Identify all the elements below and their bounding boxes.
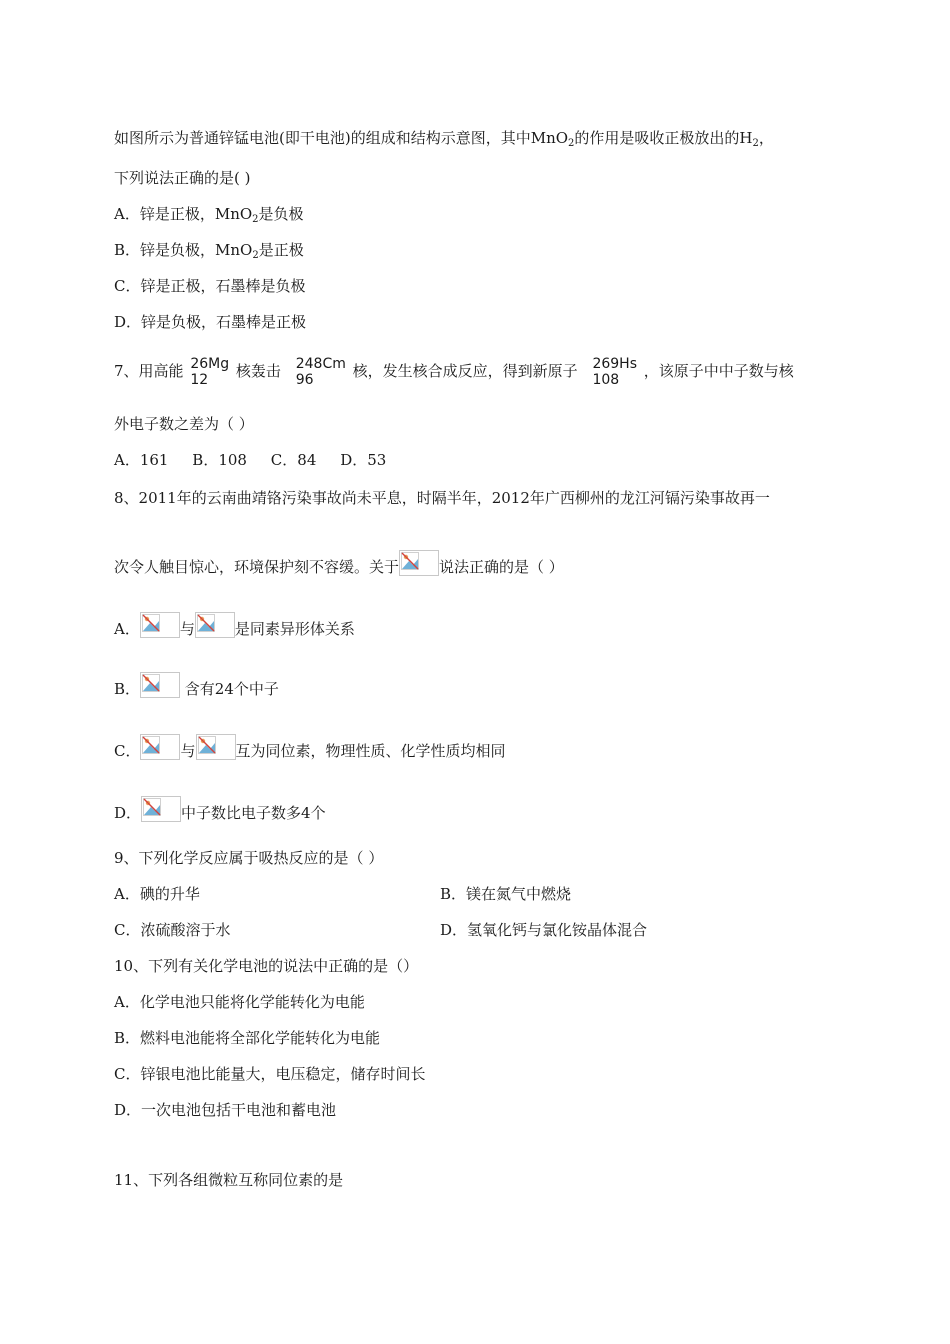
option-label: B． — [114, 680, 141, 698]
subscript: 2 — [568, 138, 575, 149]
q8-stem-line1: 8、2011年的云南曲靖铬污染事故尚未平息，时隔半年，2012年广西柳州的龙江河镉污染事故再一 — [114, 489, 770, 507]
q7-options: A．161 B．108 C．84 D．53 — [114, 451, 387, 469]
element-symbol: Mg — [208, 356, 230, 372]
broken-image-icon — [141, 796, 181, 822]
atomic-number: 96 — [295, 372, 314, 388]
q7-text: 核轰击 — [235, 362, 281, 380]
q6-stem-text-a: 如图所示为普通锌锰电池(即干电池)的组成和结构示意图，其中MnO — [114, 129, 569, 147]
q7-text: 核，发生核合成反应，得到新原子 — [352, 362, 578, 380]
q6-option-d: D．锌是负极，石墨棒是正极 — [114, 313, 307, 331]
atomic-number: 12 — [190, 372, 209, 388]
option-text: 中子数比电子数多4个 — [181, 804, 326, 822]
q8-option-a — [114, 612, 355, 640]
q10-stem: 10、下列有关化学电池的说法中正确的是（） — [114, 957, 419, 975]
q7-stem-line2: 外电子数之差为（ ） — [114, 415, 254, 433]
q6-option-c: C．锌是正极，石墨棒是负极 — [114, 277, 306, 295]
nuclide-mg — [190, 356, 229, 388]
q7-stem-line1 — [114, 354, 794, 388]
subscript: 2 — [252, 214, 259, 225]
option-text: A．锌是正极，MnO — [114, 205, 253, 223]
q6-option-b — [114, 240, 304, 260]
subscript: 2 — [752, 138, 759, 149]
q9-stem: 9、下列化学反应属于吸热反应的是（ ） — [114, 849, 384, 867]
atomic-number: 108 — [592, 372, 620, 388]
option-text: 互为同位素，物理性质、化学性质均相同 — [235, 742, 506, 760]
subscript: 2 — [252, 250, 259, 261]
q10-option-b: B．燃料电池能将全部化学能转化为电能 — [114, 1029, 381, 1047]
broken-image-icon — [195, 612, 235, 638]
option-text: 含有24个中子 — [180, 680, 279, 698]
option-text: 与 — [180, 742, 196, 760]
q7-text: 7、用高能 — [114, 362, 184, 380]
broken-image-icon — [399, 550, 439, 576]
q8-stem-line2 — [114, 550, 564, 578]
q6-stem-line1 — [114, 128, 774, 148]
broken-image-icon — [196, 734, 236, 760]
option-text: B．锌是负极，MnO — [114, 241, 253, 259]
option-label: C． — [114, 742, 141, 760]
nuclide-hs — [592, 356, 637, 388]
q6-stem-line2: 下列说法正确的是( ) — [114, 169, 251, 187]
q9-option-a: A．碘的升华 — [114, 885, 200, 903]
option-label: D． — [114, 804, 142, 822]
q6-stem-text-b: 的作用是吸收正极放出的H — [574, 129, 753, 147]
option-text: 与 — [179, 620, 195, 638]
mass-number: 248 — [295, 356, 323, 372]
element-symbol: Hs — [619, 356, 637, 372]
q9-option-b: B．镁在氮气中燃烧 — [440, 885, 572, 903]
broken-image-icon — [140, 612, 180, 638]
mass-number: 269 — [592, 356, 620, 372]
q10-option-c: C．锌银电池比能量大，电压稳定，储存时间长 — [114, 1065, 426, 1083]
option-text: 是正极 — [258, 241, 304, 259]
q9-option-d: D．氢氧化钙与氯化铵晶体混合 — [440, 921, 648, 939]
q8-text: 说法正确的是（ ） — [439, 558, 564, 576]
q10-option-a: A．化学电池只能将化学能转化为电能 — [114, 993, 365, 1011]
q8-option-c — [114, 734, 506, 762]
q8-option-b — [114, 672, 279, 700]
q9-option-c: C．浓硫酸溶于水 — [114, 921, 231, 939]
broken-image-icon — [140, 734, 180, 760]
option-text: 是同素异形体关系 — [234, 620, 355, 638]
q6-stem-text-c: ， — [758, 129, 774, 147]
broken-image-icon — [140, 672, 180, 698]
q10-option-d: D．一次电池包括干电池和蓄电池 — [114, 1101, 337, 1119]
option-label: A． — [114, 620, 140, 638]
q6-option-a — [114, 204, 304, 224]
q8-text: 次令人触目惊心，环境保护刻不容缓。关于 — [114, 558, 400, 576]
element-symbol: Cm — [322, 356, 346, 372]
q8-option-d — [114, 796, 326, 824]
q11-stem: 11、下列各组微粒互称同位素的是 — [114, 1171, 344, 1189]
q7-text: ，该原子中中子数与核 — [643, 362, 794, 380]
nuclide-cm — [296, 356, 346, 388]
option-text: 是负极 — [258, 205, 304, 223]
mass-number: 26 — [190, 356, 209, 372]
